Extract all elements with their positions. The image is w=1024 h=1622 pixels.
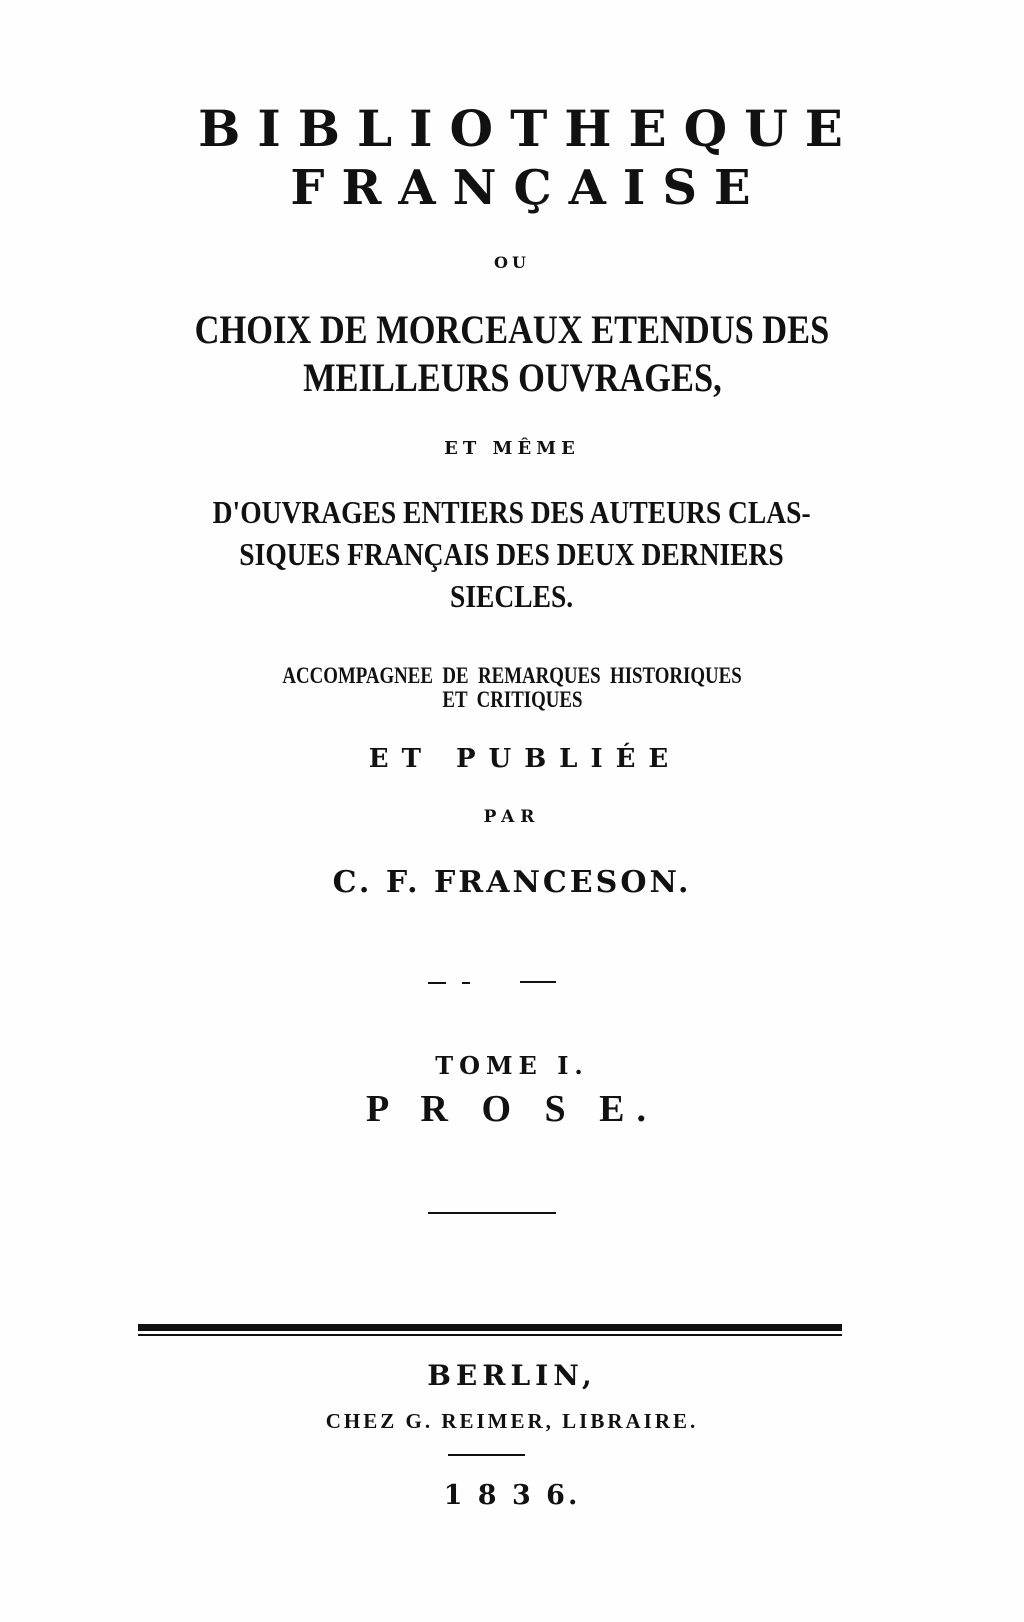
subtitle-line-2 xyxy=(0,355,1024,400)
ou-text: OU xyxy=(494,253,530,272)
prose-label: P R O S E. xyxy=(365,1088,659,1130)
description-line-2 xyxy=(0,538,1024,570)
subtitle-line-1 xyxy=(0,307,1024,352)
title-line-2: FRANÇAISE xyxy=(290,160,768,216)
tome-label: TOME I. xyxy=(435,1051,589,1080)
accompagnee-line-2-text: ET CRITIQUES xyxy=(441,687,583,712)
accompagnee-line-1 xyxy=(0,664,1024,687)
imprint-rule xyxy=(448,1454,525,1456)
imprint-publisher: CHEZ G. REIMER, LIBRAIRE. xyxy=(325,1409,699,1433)
accompagnee-line-1-text: ACCOMPAGNEE DE REMARQUES HISTORIQUES xyxy=(282,663,742,688)
author-name: C. F. FRANCESON. xyxy=(332,865,692,900)
title-line-1: BIBLIOTHEQUE xyxy=(198,99,860,158)
ornament-dash xyxy=(428,982,446,984)
description-line-2-text: SIQUES FRANÇAIS DES DEUX DERNIERS xyxy=(239,536,785,572)
short-rule xyxy=(428,1212,556,1214)
accompagnee-line-2 xyxy=(0,688,1024,711)
par-text: PAR xyxy=(483,807,541,827)
description-line-1 xyxy=(0,496,1024,528)
description-line-3 xyxy=(0,580,1024,612)
et-publiee-text: ET PUBLIÉE xyxy=(368,744,682,774)
subtitle-line-1-text: CHOIX DE MORCEAUX ETENDUS DES xyxy=(194,307,830,352)
imprint-city: BERLIN, xyxy=(427,1359,597,1392)
description-line-1-text: D'OUVRAGES ENTIERS DES AUTEURS CLAS- xyxy=(213,494,811,530)
imprint-year: 1 8 3 6. xyxy=(443,1480,581,1511)
ornament-dash xyxy=(520,981,556,983)
ornament-dash xyxy=(462,982,470,984)
subtitle-line-2-text: MEILLEURS OUVRAGES, xyxy=(302,355,722,400)
thick-rule xyxy=(138,1324,842,1331)
et-meme-text: ET MÊME xyxy=(444,438,580,459)
description-line-3-text: SIECLES. xyxy=(450,578,574,614)
thin-rule xyxy=(138,1334,842,1336)
